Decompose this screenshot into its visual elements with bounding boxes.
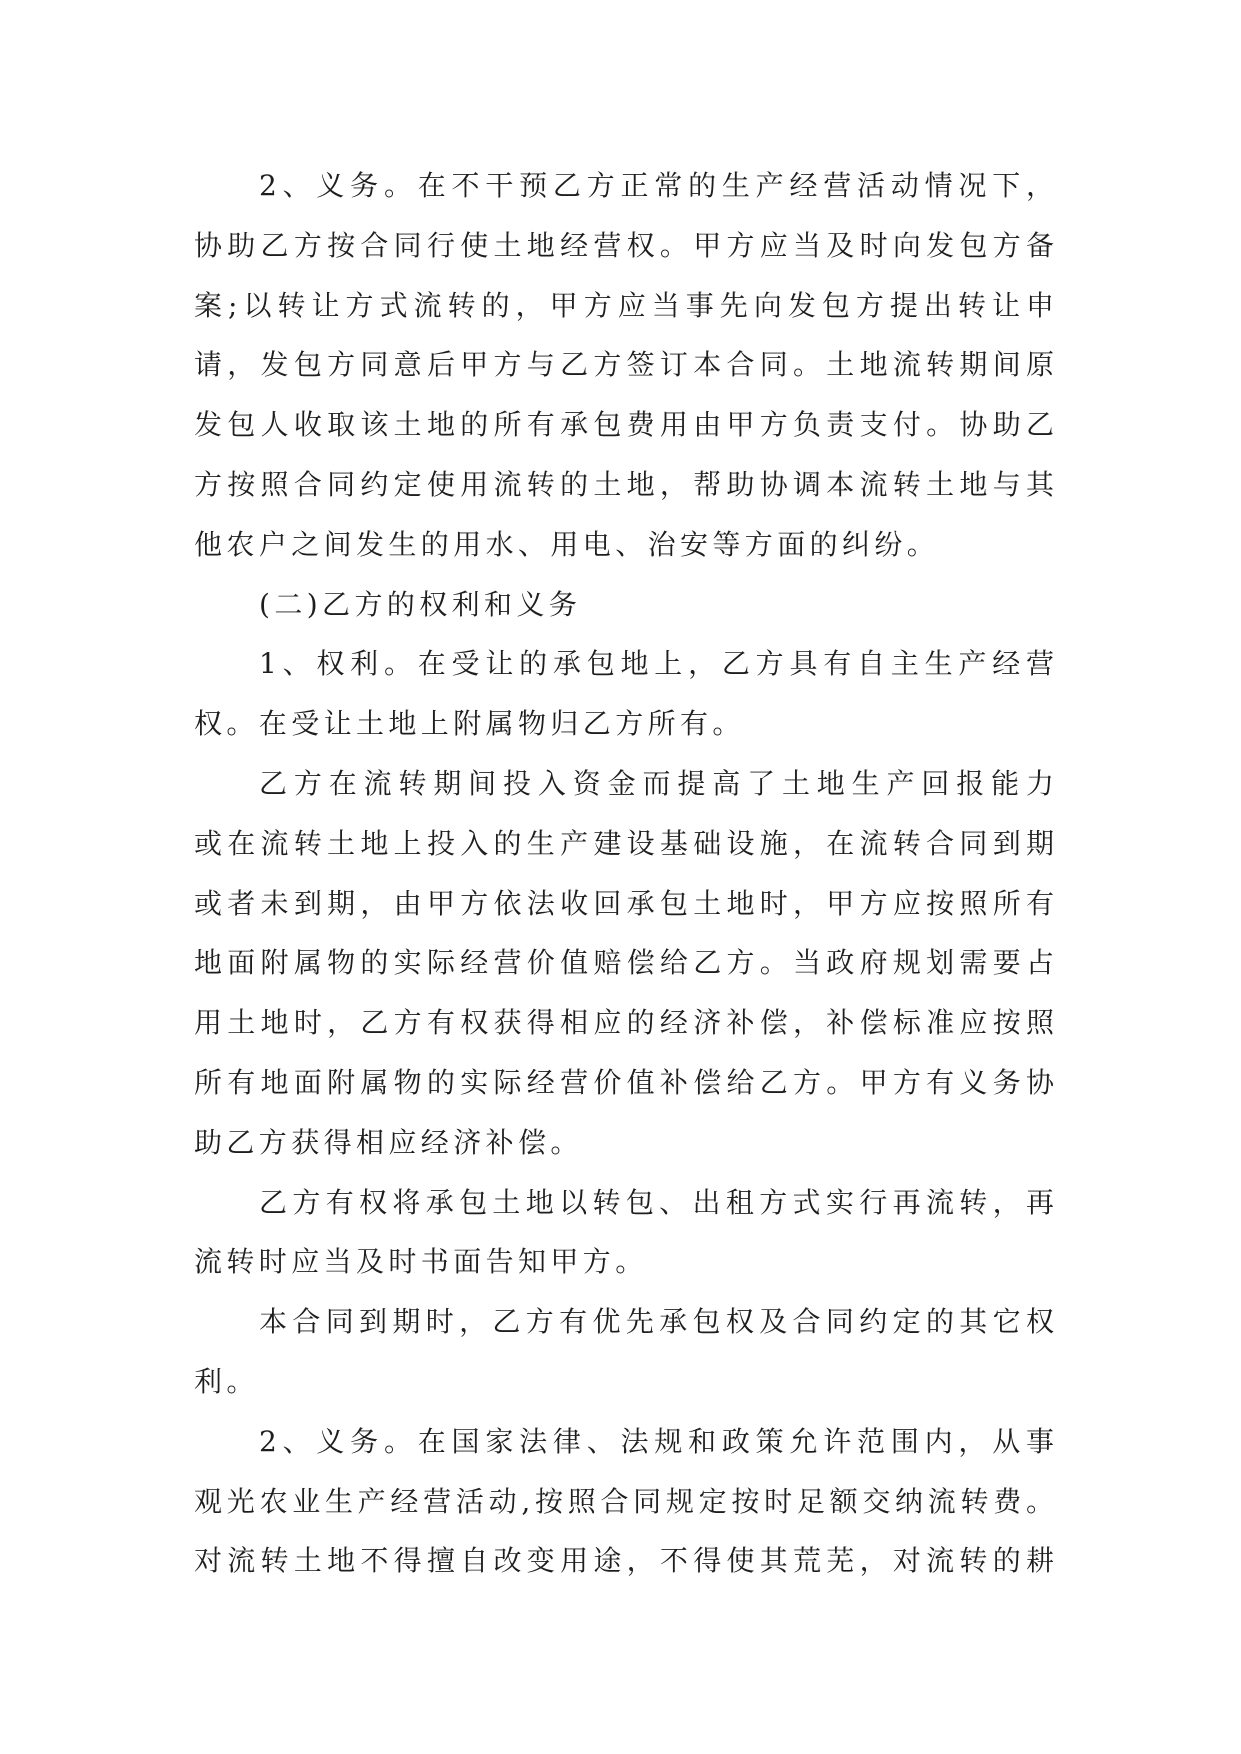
paragraph-party-a-obligations bbox=[194, 156, 1057, 575]
text-line: 利。 bbox=[194, 1364, 259, 1398]
text-line: 观光农业生产经营活动,按照合同规定按时足额交纳流转费。 bbox=[194, 1484, 1057, 1518]
paragraph-party-b-obligations bbox=[194, 1412, 1057, 1591]
text-line: 案;以转让方式流转的，甲方应当事先向发包方提出转让申 bbox=[194, 288, 1057, 322]
paragraph-priority-right bbox=[194, 1292, 1057, 1412]
text-line: 他农户之间发生的用水、用电、治安等方面的纠纷。 bbox=[194, 527, 940, 561]
paragraph-investment-compensation bbox=[194, 754, 1057, 1173]
text-line: 地面附属物的实际经营价值赔偿给乙方。当政府规划需要占 bbox=[194, 946, 1057, 980]
text-line: 协助乙方按合同行使土地经营权。甲方应当及时向发包方备 bbox=[194, 228, 1057, 262]
text-line: 2、义务。在不干预乙方正常的生产经营活动情况下， bbox=[259, 169, 1057, 202]
text-line: 所有地面附属物的实际经营价值补偿给乙方。甲方有义务协 bbox=[194, 1065, 1057, 1099]
text-line: 乙方在流转期间投入资金而提高了土地生产回报能力 bbox=[259, 766, 1057, 800]
text-line: 发包人收取该土地的所有承包费用由甲方负责支付。协助乙 bbox=[194, 408, 1057, 442]
text-line: 乙方有权将承包土地以转包、出租方式实行再流转，再 bbox=[259, 1185, 1057, 1219]
text-line: 权。在受让土地上附属物归乙方所有。 bbox=[194, 707, 745, 741]
paragraph-party-b-rights bbox=[194, 634, 1057, 754]
text-line: 助乙方获得相应经济补偿。 bbox=[194, 1125, 583, 1159]
text-line: 对流转土地不得擅自改变用途，不得使其荒芜，对流转的耕 bbox=[194, 1544, 1057, 1578]
text-line: 用土地时，乙方有权获得相应的经济补偿，补偿标准应按照 bbox=[194, 1006, 1057, 1040]
text-line: 或者未到期，由甲方依法收回承包土地时，甲方应按照所有 bbox=[194, 886, 1057, 920]
text-line: 2、义务。在国家法律、法规和政策允许范围内，从事 bbox=[259, 1424, 1057, 1458]
text-line: 方按照合同约定使用流转的土地，帮助协调本流转土地与其 bbox=[194, 467, 1057, 501]
text-line: 本合同到期时，乙方有优先承包权及合同约定的其它权 bbox=[259, 1305, 1057, 1339]
text-line: 流转时应当及时书面告知甲方。 bbox=[194, 1245, 648, 1279]
text-line: 或在流转土地上投入的生产建设基础设施，在流转合同到期 bbox=[194, 826, 1057, 860]
text-line: 1、权利。在受让的承包地上，乙方具有自主生产经营 bbox=[259, 647, 1057, 681]
section-heading bbox=[194, 575, 1057, 635]
paragraph-re-transfer bbox=[194, 1173, 1057, 1293]
text-line: 请，发包方同意后甲方与乙方签订本合同。土地流转期间原 bbox=[194, 348, 1057, 382]
section-heading-text: (二)乙方的权利和义务 bbox=[259, 587, 582, 621]
